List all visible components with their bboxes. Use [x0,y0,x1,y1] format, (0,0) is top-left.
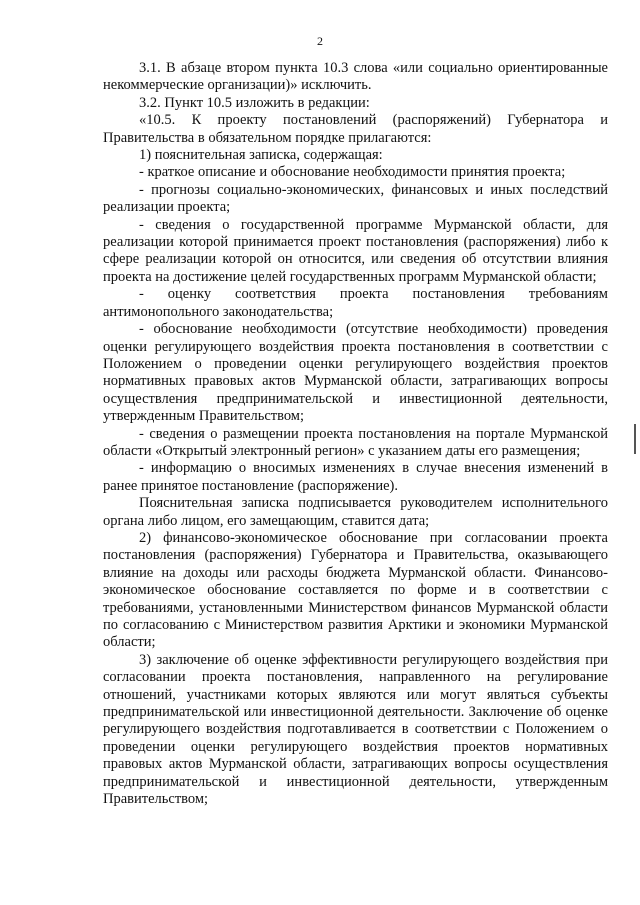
paragraph-bullet-regulatory-assessment: - обоснование необходимости (отсутствие необходимости) проведения оценки регулирующего воздействия проекта постановления в соответствии с Положением о проведении оценки регулирующего воздействия проектов нормативных правовых актов Мурманской области, затрагивающих вопросы осуществления предпринимательской и инвестиционной деятельности, утвержденным Правительством; [103,321,608,425]
paragraph-3-1: 3.1. В абзаце втором пункта 10.3 слова «или социально ориентированные некоммерческие организации)» исключить. [103,60,608,94]
paragraph-bullet-forecasts: - прогнозы социально-экономических, финансовых и иных последствий реализации проекта; [103,181,608,216]
paragraph-bullet-portal: - сведения о размещении проекта постановления на портале Мурманской области «Открытый электронный регион» с указанием даты его размещения; [103,425,608,459]
paragraph-bullet-changes: - информацию о вносимых изменениях в случае внесения изменений в ранее принятое постановление (распоряжение). [103,460,608,494]
paragraph-bullet-description: - краткое описание и обоснование необходимости принятия проекта; [139,164,566,181]
paragraph-3-2: 3.2. Пункт 10.5 изложить в редакции: [139,94,370,111]
paragraph-signature-note: Пояснительная записка подписывается руководителем исполнительного органа либо лицом, его замещающим, ставится дата; [103,495,608,529]
paragraph-item-2: 2) финансово-экономическое обоснование при согласовании проекта постановления (распоряжения) Губернатора и Правительства, оказывающего влияние на доходы или расходы бюджета Мурманской области. Финансово-экономическое обоснование составляется по форме и в соответствии с требованиями, установленными Министерством финансов Мурманской области по согласованию с Министерством развития Арктики и экономики Мурманской области; [103,529,608,651]
paragraph-item-3: 3) заключение об оценке эффективности регулирующего воздействия при согласовании проекта постановления, направленного на регулирование отношений, участниками которых являются или могут являться субъекты предпринимательской или инвестиционной деятельности. Заключение об оценке регулирующего воздействия подготавливается в соответствии с Положением о проведении оценки регулирующего воздействия проектов нормативных правовых актов Мурманской области, затрагивающих вопросы осуществления предпринимательской и инвестиционной деятельности, утвержденным Правительством; [103,651,608,808]
document-body [103,60,608,808]
page-number: 2 [317,34,323,48]
paragraph-item-1: 1) пояснительная записка, содержащая: [139,147,383,164]
paragraph-bullet-antimonopoly: - оценку соответствия проекта постановления требованиям антимонопольного законодательства; [103,286,608,320]
scan-edge-mark [634,424,636,454]
paragraph-10-5-intro: «10.5. К проекту постановлений (распоряжений) Губернатора и Правительства в обязательном порядке прилагаются: [103,112,608,146]
paragraph-bullet-state-program: - сведения о государственной программе Мурманской области, для реализации которой принимается проект постановления (распоряжения) либо к сфере реализации которой он относится, или сведения об отсутствии влияния проекта на достижение целей государственных программ Мурманской области; [103,216,608,285]
